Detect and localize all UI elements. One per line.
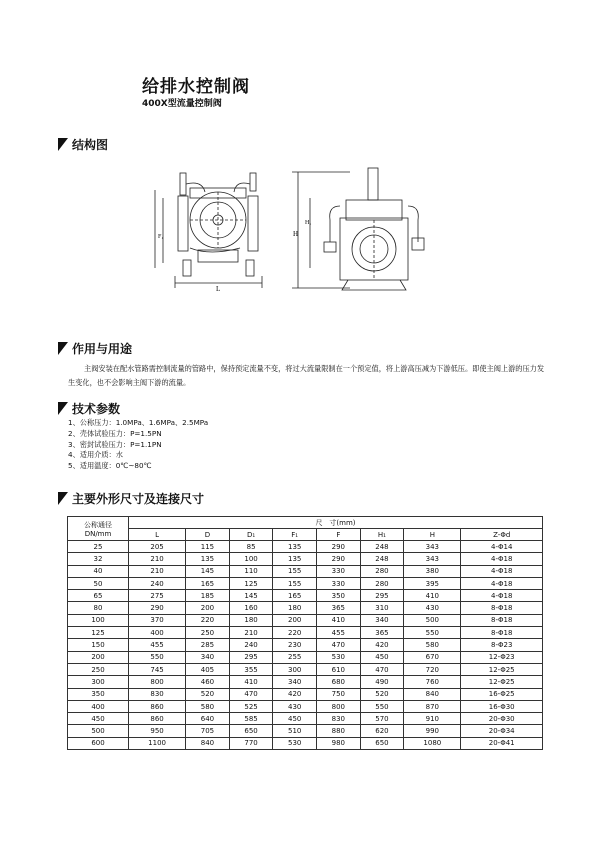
dimension-cell: 800 (129, 676, 186, 688)
dimension-cell: 280 (360, 565, 404, 577)
section-function-title: 作用与用途 (72, 342, 133, 356)
dimension-cell: 340 (360, 614, 404, 626)
table-row (68, 737, 543, 749)
dimension-cell: 840 (404, 688, 461, 700)
table-row (68, 553, 543, 565)
dimension-cell: 330 (317, 577, 361, 589)
front-label-l: L (216, 285, 221, 293)
page-subtitle: 400X型流量控制阀 (142, 99, 222, 109)
dimension-cell: 720 (404, 663, 461, 675)
dimension-cell: 610 (317, 663, 361, 675)
dimension-cell: 520 (186, 688, 230, 700)
dimension-cell: 340 (186, 651, 230, 663)
table-row (68, 639, 543, 651)
section-dimensions-title: 主要外形尺寸及连接尺寸 (72, 492, 205, 506)
dimension-cell: 550 (404, 627, 461, 639)
dimension-cell: 155 (273, 565, 317, 577)
dimension-cell: 525 (229, 700, 273, 712)
dimension-cell: 200 (273, 614, 317, 626)
dn-cell: 400 (68, 700, 129, 712)
section-marker-icon (58, 402, 68, 415)
table-row (68, 590, 543, 602)
dimension-cell: 285 (186, 639, 230, 651)
dn-cell: 600 (68, 737, 129, 749)
dimension-cell: 20-Φ34 (461, 725, 543, 737)
dimension-cell: 430 (273, 700, 317, 712)
dimension-cell: 450 (360, 651, 404, 663)
page-title: 给排水控制阀 (142, 77, 250, 97)
dn-cell: 125 (68, 627, 129, 639)
parameter-item: 4、适用介质：水 (68, 450, 123, 460)
dimension-cell: 4-Φ14 (461, 541, 543, 553)
dn-cell: 350 (68, 688, 129, 700)
dimension-cell: 4-Φ18 (461, 565, 543, 577)
dimension-cell: 570 (360, 713, 404, 725)
dimension-cell: 380 (404, 565, 461, 577)
dimension-cell: 4-Φ18 (461, 590, 543, 602)
dimension-cell: 350 (317, 590, 361, 602)
dimension-cell: 290 (317, 553, 361, 565)
dimension-cell: 145 (229, 590, 273, 602)
dimension-cell: 20-Φ41 (461, 737, 543, 749)
section-params (58, 400, 120, 417)
dimension-cell: 860 (129, 713, 186, 725)
size-group-header: 尺 寸(mm) (129, 517, 543, 529)
dimension-cell: 12-Φ23 (461, 651, 543, 663)
dimension-cell: 248 (360, 541, 404, 553)
dimension-cell: 145 (186, 565, 230, 577)
dimension-cell: 275 (129, 590, 186, 602)
dimension-cell: 4-Φ18 (461, 553, 543, 565)
dimension-cell: 85 (229, 541, 273, 553)
dimension-cell: 12-Φ25 (461, 663, 543, 675)
dimension-cell: 750 (317, 688, 361, 700)
section-function (58, 340, 132, 357)
dimension-cell: 800 (317, 700, 361, 712)
dimension-cell: 910 (404, 713, 461, 725)
column-header: Z-Φd (461, 529, 543, 541)
table-row (68, 627, 543, 639)
dimension-cell: 255 (273, 651, 317, 663)
parameter-list (68, 418, 208, 472)
dimension-cell: 16-Φ25 (461, 688, 543, 700)
dimension-cell: 580 (404, 639, 461, 651)
table-row (68, 577, 543, 589)
parameter-item: 1、公称压力：1.0MPa、1.6MPa、2.5MPa (68, 418, 209, 427)
column-header: H₁ (360, 529, 404, 541)
dimension-cell: 180 (229, 614, 273, 626)
column-header: F (317, 529, 361, 541)
dimension-cell: 950 (129, 725, 186, 737)
dimension-cell: 830 (317, 713, 361, 725)
dimension-cell: 125 (229, 577, 273, 589)
dimension-cell: 250 (186, 627, 230, 639)
side-label-h1: H₁ (305, 220, 312, 226)
parameter-item: 5、适用温度：0℃~80℃ (68, 461, 152, 471)
dimension-cell: 880 (317, 725, 361, 737)
dn-cell: 80 (68, 602, 129, 614)
dimension-cell: 830 (129, 688, 186, 700)
dimension-cell: 470 (317, 639, 361, 651)
dimension-cell: 100 (229, 553, 273, 565)
dimension-cell: 395 (404, 577, 461, 589)
dimension-cell: 8-Φ23 (461, 639, 543, 651)
front-view-drawing (150, 158, 280, 298)
table-row (68, 565, 543, 577)
dimension-cell: 290 (129, 602, 186, 614)
dimension-cell: 248 (360, 553, 404, 565)
dn-cell: 250 (68, 663, 129, 675)
dimension-cell: 210 (229, 627, 273, 639)
dimension-cell: 470 (360, 663, 404, 675)
table-row (68, 700, 543, 712)
table-row (68, 713, 543, 725)
dimension-cell: 840 (186, 737, 230, 749)
table-row (68, 688, 543, 700)
dimension-cell: 160 (229, 602, 273, 614)
dn-cell: 32 (68, 553, 129, 565)
dimension-cell: 430 (404, 602, 461, 614)
dimension-cell: 450 (273, 713, 317, 725)
dimension-cell: 585 (229, 713, 273, 725)
dimension-cell: 980 (317, 737, 361, 749)
table-row (68, 651, 543, 663)
dimension-cell: 650 (360, 737, 404, 749)
dimension-cell: 4-Φ18 (461, 577, 543, 589)
dimension-cell: 240 (229, 639, 273, 651)
dimension-cell: 530 (317, 651, 361, 663)
dimension-cell: 760 (404, 676, 461, 688)
dimension-cell: 135 (273, 541, 317, 553)
dimension-cell: 135 (186, 553, 230, 565)
column-header-row (68, 529, 543, 541)
dimension-cell: 200 (186, 602, 230, 614)
dimension-cell: 520 (360, 688, 404, 700)
dimension-cell: 290 (317, 541, 361, 553)
dn-cell: 150 (68, 639, 129, 651)
dimension-cell: 220 (186, 614, 230, 626)
dimension-cell: 745 (129, 663, 186, 675)
dimension-cell: 295 (360, 590, 404, 602)
dimension-cell: 300 (273, 663, 317, 675)
dimension-cell: 155 (273, 577, 317, 589)
dimension-cell: 400 (129, 627, 186, 639)
dimension-cell: 510 (273, 725, 317, 737)
section-structure (58, 136, 108, 153)
dimension-cell: 343 (404, 541, 461, 553)
dimension-cell: 343 (404, 553, 461, 565)
front-label-f1: F₁ (158, 234, 164, 240)
section-params-title: 技术参数 (72, 402, 121, 416)
dn-cell: 50 (68, 577, 129, 589)
dimension-cell: 470 (229, 688, 273, 700)
dimension-cell: 990 (404, 725, 461, 737)
dn-cell: 25 (68, 541, 129, 553)
dimension-cell: 135 (273, 553, 317, 565)
dn-cell: 40 (68, 565, 129, 577)
dn-cell: 300 (68, 676, 129, 688)
dimension-cell: 295 (229, 651, 273, 663)
dimension-cell: 240 (129, 577, 186, 589)
dimension-cell: 490 (360, 676, 404, 688)
dimensions-table (67, 516, 543, 750)
dimension-cell: 210 (129, 553, 186, 565)
dimension-cell: 20-Φ30 (461, 713, 543, 725)
dimension-cell: 115 (186, 541, 230, 553)
dimension-cell: 770 (229, 737, 273, 749)
dn-cell: 500 (68, 725, 129, 737)
table-row (68, 541, 543, 553)
dimension-cell: 670 (404, 651, 461, 663)
dimension-cell: 355 (229, 663, 273, 675)
dimension-cell: 530 (273, 737, 317, 749)
section-dimensions (58, 490, 204, 507)
column-header: D₁ (229, 529, 273, 541)
dn-header: 公称通径 DN/mm (68, 517, 129, 541)
table-body (68, 541, 543, 750)
column-header: H (404, 529, 461, 541)
dimension-cell: 165 (186, 577, 230, 589)
column-header: F₁ (273, 529, 317, 541)
dimension-cell: 12-Φ25 (461, 676, 543, 688)
dimension-cell: 8-Φ18 (461, 614, 543, 626)
parameter-item: 2、壳体试验压力：P=1.5PN (68, 428, 162, 438)
dn-cell: 200 (68, 651, 129, 663)
side-label-h: H (293, 230, 299, 238)
dimension-cell: 405 (186, 663, 230, 675)
dimension-cell: 640 (186, 713, 230, 725)
section-marker-icon (58, 138, 68, 151)
column-header: L (129, 529, 186, 541)
dimension-cell: 370 (129, 614, 186, 626)
dimension-cell: 680 (317, 676, 361, 688)
dimension-cell: 220 (273, 627, 317, 639)
table-row (68, 725, 543, 737)
dimension-cell: 620 (360, 725, 404, 737)
dimension-cell: 365 (360, 627, 404, 639)
dimension-cell: 455 (317, 627, 361, 639)
dimension-cell: 870 (404, 700, 461, 712)
side-view-drawing (290, 158, 440, 298)
section-marker-icon (58, 492, 68, 505)
dimension-cell: 550 (360, 700, 404, 712)
table-row (68, 676, 543, 688)
dimension-cell: 455 (129, 639, 186, 651)
dimension-cell: 280 (360, 577, 404, 589)
dimension-cell: 420 (273, 688, 317, 700)
section-structure-title: 结构图 (72, 138, 109, 152)
dimension-cell: 8-Φ18 (461, 602, 543, 614)
dimension-cell: 8-Φ18 (461, 627, 543, 639)
dimension-cell: 410 (317, 614, 361, 626)
dn-cell: 450 (68, 713, 129, 725)
dimension-cell: 330 (317, 565, 361, 577)
function-description: 主阀安装在配水管路需控制流量的管路中，保持预定流量不变，将过大流量限制在一个预定值，将上游高压减为下游低压。即使主阀上游的压力发生变化，也不会影响主阀下游的流量。 (68, 364, 545, 387)
parameter-item: 3、密封试验压力：P=1.1PN (68, 439, 162, 449)
table-row (68, 614, 543, 626)
dimension-cell: 16-Φ30 (461, 700, 543, 712)
section-marker-icon (58, 342, 68, 355)
table-row (68, 602, 543, 614)
dimension-cell: 460 (186, 676, 230, 688)
dimension-cell: 1100 (129, 737, 186, 749)
dimension-cell: 210 (129, 565, 186, 577)
dn-cell: 100 (68, 614, 129, 626)
dimension-cell: 110 (229, 565, 273, 577)
table-row (68, 663, 543, 675)
dimension-cell: 230 (273, 639, 317, 651)
dimension-cell: 165 (273, 590, 317, 602)
column-header: D (186, 529, 230, 541)
dimension-cell: 410 (404, 590, 461, 602)
dimension-cell: 410 (229, 676, 273, 688)
dimension-cell: 340 (273, 676, 317, 688)
dimension-cell: 580 (186, 700, 230, 712)
dn-cell: 65 (68, 590, 129, 602)
dimension-cell: 310 (360, 602, 404, 614)
dimension-cell: 420 (360, 639, 404, 651)
dimension-cell: 705 (186, 725, 230, 737)
dimension-cell: 860 (129, 700, 186, 712)
dimension-cell: 185 (186, 590, 230, 602)
dimension-cell: 650 (229, 725, 273, 737)
dimension-cell: 500 (404, 614, 461, 626)
dimension-cell: 365 (317, 602, 361, 614)
dimension-cell: 205 (129, 541, 186, 553)
dimension-cell: 180 (273, 602, 317, 614)
dimension-cell: 550 (129, 651, 186, 663)
dimension-cell: 1080 (404, 737, 461, 749)
